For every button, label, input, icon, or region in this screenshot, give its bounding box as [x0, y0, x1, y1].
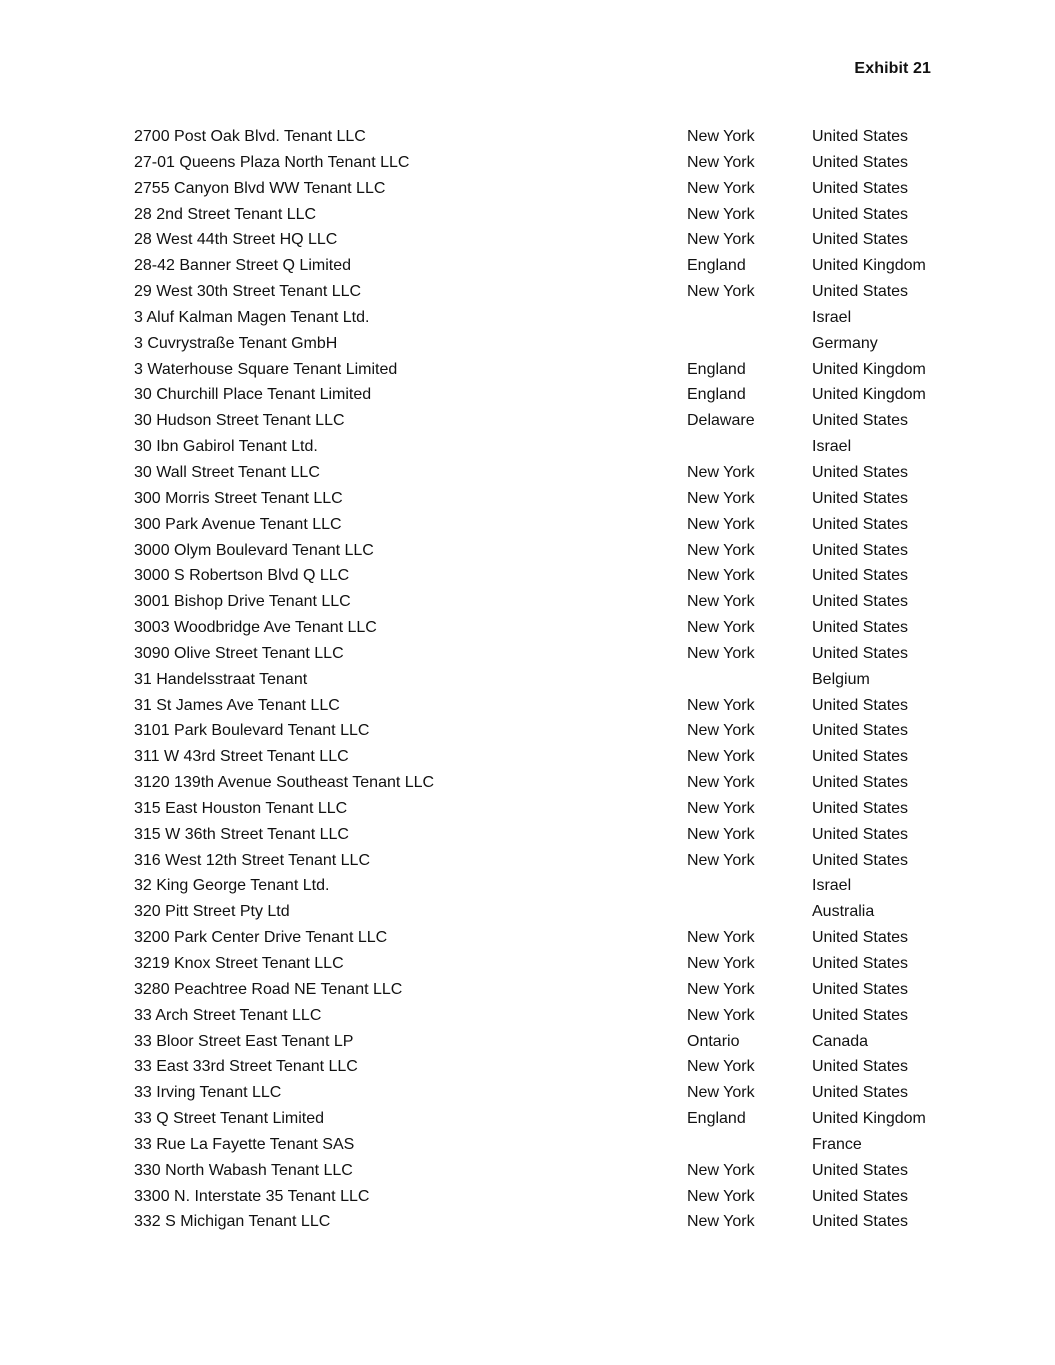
- entity-name: 316 West 12th Street Tenant LLC: [134, 851, 371, 869]
- entity-name: 32 King George Tenant Ltd.: [134, 877, 330, 895]
- table-row: [134, 512, 964, 538]
- entity-country: United States: [812, 825, 909, 843]
- entity-country: United States: [812, 748, 909, 766]
- entity-country: United States: [812, 980, 909, 998]
- entity-jurisdiction: New York: [687, 851, 755, 869]
- entity-country: United States: [812, 489, 909, 507]
- entity-country: United States: [812, 619, 909, 637]
- entity-name: 33 Bloor Street East Tenant LP: [134, 1032, 354, 1050]
- table-row: [134, 331, 964, 357]
- table-row: [134, 176, 964, 202]
- table-row: [134, 1158, 964, 1184]
- table-row: [134, 1132, 964, 1158]
- entity-jurisdiction: New York: [687, 696, 755, 714]
- table-row: [134, 693, 964, 719]
- entity-name: 3200 Park Center Drive Tenant LLC: [134, 929, 388, 947]
- table-row: [134, 1080, 964, 1106]
- entity-country: United States: [812, 153, 909, 171]
- entity-name: 3000 Olym Boulevard Tenant LLC: [134, 541, 374, 559]
- entity-jurisdiction: New York: [687, 1058, 755, 1076]
- table-row: [134, 925, 964, 951]
- entity-name: 3 Cuvrystraße Tenant GmbH: [134, 334, 338, 352]
- entity-name: 31 St James Ave Tenant LLC: [134, 696, 340, 714]
- entity-jurisdiction: New York: [687, 799, 755, 817]
- entity-country: Israel: [812, 877, 852, 895]
- entity-name: 28 West 44th Street HQ LLC: [134, 231, 338, 249]
- table-row: [134, 1106, 964, 1132]
- table-row: [134, 796, 964, 822]
- table-row: [134, 873, 964, 899]
- entity-name: 29 West 30th Street Tenant LLC: [134, 283, 362, 301]
- entity-country: Israel: [812, 308, 852, 326]
- entity-jurisdiction: New York: [687, 748, 755, 766]
- entity-jurisdiction: New York: [687, 128, 755, 145]
- entity-name: 300 Morris Street Tenant LLC: [134, 489, 343, 507]
- entity-jurisdiction: New York: [687, 619, 755, 637]
- table-row: [134, 1029, 964, 1055]
- entity-jurisdiction: New York: [687, 774, 755, 792]
- entity-country: United States: [812, 128, 909, 145]
- entity-jurisdiction: New York: [687, 515, 755, 533]
- entity-name: 33 Arch Street Tenant LLC: [134, 1006, 322, 1024]
- entity-country: United States: [812, 567, 909, 585]
- entity-name: 3101 Park Boulevard Tenant LLC: [134, 722, 370, 740]
- entity-name: 27-01 Queens Plaza North Tenant LLC: [134, 153, 410, 171]
- entity-country: United States: [812, 412, 909, 430]
- table-row: [134, 279, 964, 305]
- entity-jurisdiction: New York: [687, 929, 755, 947]
- entity-country: United States: [812, 1213, 909, 1231]
- entity-jurisdiction: New York: [687, 567, 755, 585]
- entity-name: 315 East Houston Tenant LLC: [134, 799, 348, 817]
- entity-name: 300 Park Avenue Tenant LLC: [134, 515, 342, 533]
- entity-name: 3000 S Robertson Blvd Q LLC: [134, 567, 350, 585]
- entity-country: United States: [812, 1006, 909, 1024]
- table-row: [134, 538, 964, 564]
- entity-name: 3 Aluf Kalman Magen Tenant Ltd.: [134, 308, 370, 326]
- entity-jurisdiction: New York: [687, 463, 755, 481]
- table-row: [134, 408, 964, 434]
- entity-country: United States: [812, 799, 909, 817]
- table-row: [134, 1003, 964, 1029]
- entity-country: United States: [812, 851, 909, 869]
- entity-name: 28-42 Banner Street Q Limited: [134, 257, 352, 275]
- entity-jurisdiction: New York: [687, 231, 755, 249]
- table-row: [134, 1054, 964, 1080]
- table-row: [134, 460, 964, 486]
- entity-jurisdiction: Ontario: [687, 1032, 740, 1050]
- entity-jurisdiction: New York: [687, 955, 755, 972]
- table-row: [134, 124, 964, 150]
- entity-country: United States: [812, 1187, 909, 1205]
- entity-name: 30 Wall Street Tenant LLC: [134, 463, 320, 481]
- entity-country: United Kingdom: [812, 386, 926, 404]
- entity-country: United States: [812, 205, 909, 223]
- table-row: [134, 977, 964, 1003]
- table-row: [134, 615, 964, 641]
- entity-country: United States: [812, 774, 909, 792]
- table-row: [134, 589, 964, 615]
- entity-country: United States: [812, 283, 909, 301]
- table-row: [134, 770, 964, 796]
- entity-country: United States: [812, 463, 909, 481]
- entity-country: United States: [812, 929, 909, 947]
- entity-country: United Kingdom: [812, 1110, 926, 1128]
- entity-jurisdiction: New York: [687, 541, 755, 559]
- entity-name: 33 East 33rd Street Tenant LLC: [134, 1058, 358, 1076]
- entity-name: 332 S Michigan Tenant LLC: [134, 1213, 331, 1231]
- exhibit-title: Exhibit 21: [854, 60, 931, 77]
- entity-jurisdiction: Delaware: [687, 412, 755, 430]
- entity-country: United States: [812, 541, 909, 559]
- entity-jurisdiction: England: [687, 360, 746, 378]
- entity-name: 30 Ibn Gabirol Tenant Ltd.: [134, 438, 318, 456]
- entity-name: 3280 Peachtree Road NE Tenant LLC: [134, 980, 403, 998]
- entity-name: 30 Churchill Place Tenant Limited: [134, 386, 372, 404]
- table-row: [134, 718, 964, 744]
- entity-name: 3090 Olive Street Tenant LLC: [134, 644, 344, 662]
- table-row: [134, 951, 964, 977]
- entity-name: 30 Hudson Street Tenant LLC: [134, 412, 345, 430]
- table-row: [134, 150, 964, 176]
- entity-jurisdiction: England: [687, 257, 746, 275]
- entity-name: 3 Waterhouse Square Tenant Limited: [134, 360, 398, 378]
- table-row: [134, 1184, 964, 1210]
- entity-jurisdiction: New York: [687, 644, 755, 662]
- entity-country: United States: [812, 955, 909, 972]
- entity-country: Israel: [812, 438, 852, 456]
- entity-jurisdiction: New York: [687, 1213, 755, 1231]
- entity-jurisdiction: England: [687, 386, 746, 404]
- table-row: [134, 382, 964, 408]
- entity-country: United States: [812, 179, 909, 197]
- entity-country: United States: [812, 1058, 909, 1076]
- table-row: [134, 563, 964, 589]
- entity-country: Canada: [812, 1032, 869, 1050]
- entity-name: 330 North Wabash Tenant LLC: [134, 1161, 353, 1179]
- entity-country: United States: [812, 515, 909, 533]
- entity-jurisdiction: New York: [687, 1084, 755, 1102]
- entity-country: United States: [812, 1161, 909, 1179]
- entity-country: United States: [812, 644, 909, 662]
- table-row: [134, 434, 964, 460]
- entity-jurisdiction: New York: [687, 205, 755, 223]
- entity-name: 315 W 36th Street Tenant LLC: [134, 825, 349, 843]
- entity-country: United Kingdom: [812, 257, 926, 275]
- entity-country: Belgium: [812, 670, 870, 688]
- table-row: [134, 227, 964, 253]
- table-row: [134, 848, 964, 874]
- entity-name: 3001 Bishop Drive Tenant LLC: [134, 593, 351, 611]
- table-row: [134, 822, 964, 848]
- entity-jurisdiction: New York: [687, 722, 755, 740]
- entity-name: 33 Irving Tenant LLC: [134, 1084, 282, 1102]
- entity-jurisdiction: New York: [687, 593, 755, 611]
- entity-country: Germany: [812, 334, 878, 352]
- entity-name: 31 Handelsstraat Tenant: [134, 670, 308, 688]
- table-row: [134, 899, 964, 925]
- entity-name: 3219 Knox Street Tenant LLC: [134, 955, 344, 972]
- entity-jurisdiction: New York: [687, 1161, 755, 1179]
- table-row: [134, 641, 964, 667]
- entity-name: 3120 139th Avenue Southeast Tenant LLC: [134, 774, 435, 792]
- entity-country: France: [812, 1135, 862, 1153]
- entity-jurisdiction: New York: [687, 153, 755, 171]
- entity-country: United Kingdom: [812, 360, 926, 378]
- table-row: [134, 744, 964, 770]
- entity-name: 3003 Woodbridge Ave Tenant LLC: [134, 619, 377, 637]
- table-row: [134, 305, 964, 331]
- entity-name: 33 Rue La Fayette Tenant SAS: [134, 1135, 355, 1153]
- entity-jurisdiction: New York: [687, 489, 755, 507]
- table-row: [134, 202, 964, 228]
- entity-name: 320 Pitt Street Pty Ltd: [134, 903, 290, 921]
- table-row: [134, 486, 964, 512]
- entity-jurisdiction: New York: [687, 980, 755, 998]
- entity-country: United States: [812, 722, 909, 740]
- entity-country: United States: [812, 593, 909, 611]
- subsidiaries-table: [134, 124, 964, 1235]
- entity-name: 2700 Post Oak Blvd. Tenant LLC: [134, 128, 366, 145]
- entity-jurisdiction: New York: [687, 283, 755, 301]
- entity-name: 311 W 43rd Street Tenant LLC: [134, 748, 349, 766]
- entity-name: 2755 Canyon Blvd WW Tenant LLC: [134, 179, 386, 197]
- entity-jurisdiction: New York: [687, 179, 755, 197]
- entity-name: 3300 N. Interstate 35 Tenant LLC: [134, 1187, 370, 1205]
- table-row: [134, 667, 964, 693]
- entity-country: Australia: [812, 903, 875, 921]
- table-row: [134, 357, 964, 383]
- entity-name: 28 2nd Street Tenant LLC: [134, 205, 317, 223]
- entity-jurisdiction: England: [687, 1110, 746, 1128]
- entity-jurisdiction: New York: [687, 1006, 755, 1024]
- table-row: [134, 1209, 964, 1235]
- entity-country: United States: [812, 1084, 909, 1102]
- entity-name: 33 Q Street Tenant Limited: [134, 1110, 325, 1128]
- entity-country: United States: [812, 231, 909, 249]
- table-row: [134, 253, 964, 279]
- entity-jurisdiction: New York: [687, 825, 755, 843]
- entity-country: United States: [812, 696, 909, 714]
- entity-jurisdiction: New York: [687, 1187, 755, 1205]
